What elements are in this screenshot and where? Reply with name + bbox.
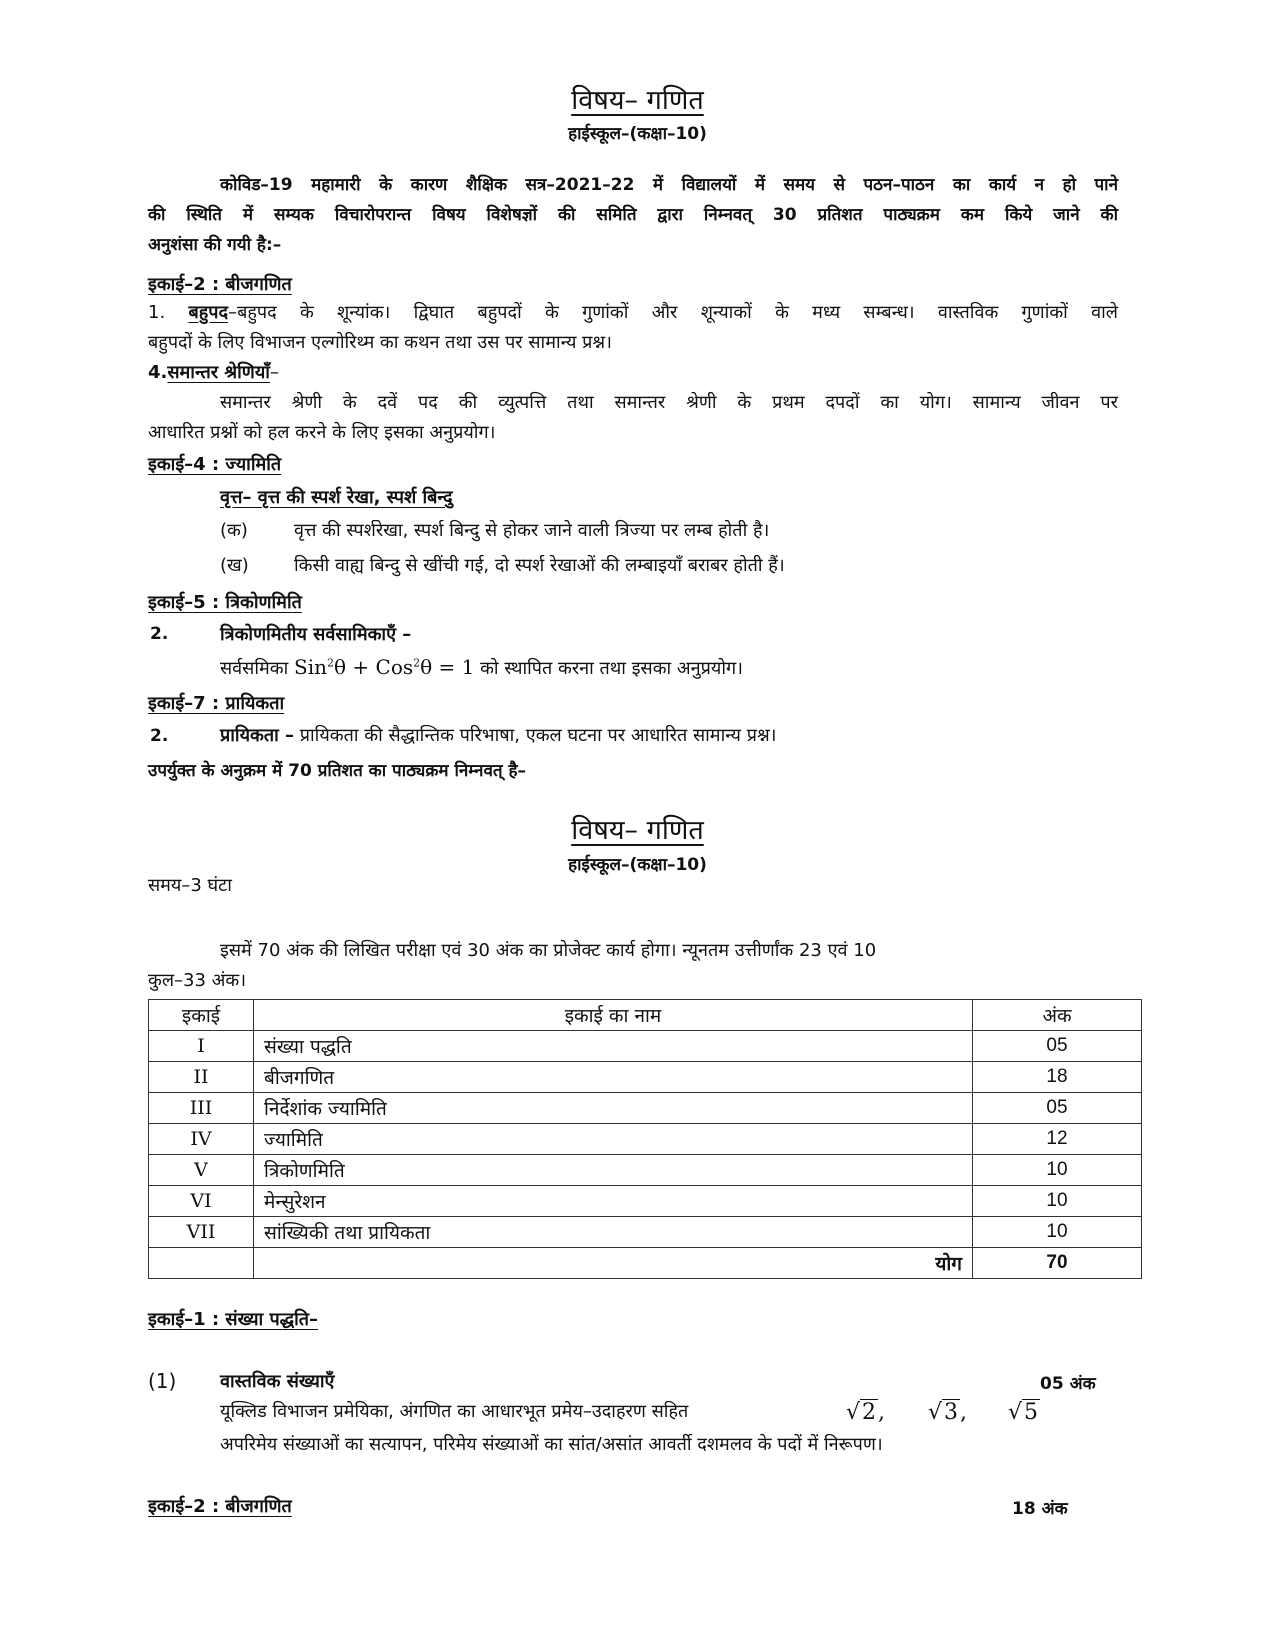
- unit-marks-cell: 18: [973, 1062, 1142, 1093]
- table-header-cell: अंक: [973, 1000, 1142, 1031]
- circle-item-text: वृत्त की स्पर्शरेखा, स्पर्श बिन्दु से होकर जाने वाली त्रिज्या पर लम्ब होती है।: [294, 520, 770, 541]
- intro-line-2: की स्थिति में सम्यक विचारोपरान्त विषय विशेषज्ञों की समिति द्वारा निम्नवत् 30 प्रतिशत पाठ्यक्रम कम किये जाने की: [148, 205, 1118, 225]
- intro-line-1: कोविड–19 महामारी के कारण शैक्षिक सत्र–2021–22 में विद्यालयों में समय से पठन–पाठन का कार्य न हो पाने: [220, 175, 1118, 195]
- unit-number-cell: V: [149, 1155, 254, 1186]
- polynomial-line-2: बहुपदों के लिए विभाजन एल्गोरिथ्म का कथन तथा उस पर सामान्य प्रश्न।: [148, 332, 612, 353]
- trig-text-post: को स्थापित करना तथा इसका अनुप्रयोग।: [480, 658, 743, 679]
- exam-line-2: कुल–33 अंक।: [148, 970, 247, 991]
- total-value-cell: 70: [973, 1248, 1142, 1279]
- unit-marks-cell: 10: [973, 1155, 1142, 1186]
- unit-number-cell: III: [149, 1093, 254, 1124]
- table-total-row: [149, 1248, 1142, 1279]
- table-header-cell: इकाई का नाम: [254, 1000, 973, 1031]
- unit-name-cell: सांख्यिकी तथा प्रायिकता: [254, 1217, 973, 1248]
- section2-title: विषय– गणित: [571, 815, 704, 846]
- unit-marks-cell: 12: [973, 1124, 1142, 1155]
- prob-text: प्रायिकता की सैद्धान्तिक परिभाषा, एकल घटना पर आधारित सामान्य प्रश्न।: [299, 725, 777, 746]
- unit-marks-cell: 05: [973, 1031, 1142, 1062]
- unit1-item-title: वास्तविक संख्याएँ: [220, 1371, 335, 1392]
- unit-name-cell: मेन्सुरेशन: [254, 1186, 973, 1217]
- ap-line-2: आधारित प्रश्नों को हल करने के लिए इसका अनुप्रयोग।: [148, 422, 496, 443]
- circle-heading: वृत्त– वृत्त की स्पर्श रेखा, स्पर्श बिन्दु: [220, 487, 453, 508]
- unit1-item-marks: 05 अंक: [1040, 1374, 1096, 1394]
- table-row: [149, 1062, 1142, 1093]
- exam-time: समय–3 घंटा: [148, 875, 232, 896]
- unit1-line-2: अपरिमेय संख्याओं का सत्यापन, परिमेय संख्याओं का सांत/असांत आवर्ती दशमलव के पदों में निरूपण।: [220, 1434, 883, 1455]
- table-row: [149, 1217, 1142, 1248]
- circle-item-text: किसी वाह्य बिन्दु से खींची गई, दो स्पर्श रेखाओं की लम्बाइयाँ बराबर होती हैं।: [294, 555, 785, 576]
- trig-identity-line: [220, 655, 743, 680]
- ap-heading: [148, 360, 279, 384]
- polynomial-line-1: [148, 300, 1118, 324]
- exam-line-1: इसमें 70 अंक की लिखित परीक्षा एवं 30 अंक का प्रोजेक्ट कार्य होगा। न्यूनतम उत्तीर्णांक 23 एवं 10: [220, 940, 877, 961]
- table-row: [149, 1093, 1142, 1124]
- unit4-heading: इकाई–4 : ज्यामिति: [148, 454, 282, 475]
- trig-number: 2.: [150, 624, 169, 644]
- polynomial-term: बहुपद: [188, 302, 229, 323]
- sqrt-2: √2,: [846, 1400, 886, 1425]
- unit-number-cell: VI: [149, 1186, 254, 1217]
- unit2b-marks: 18 अंक: [1012, 1499, 1068, 1519]
- prob-line: [220, 723, 777, 747]
- unit1-line-1: यूक्लिड विभाजन प्रमेयिका, अंगणित का आधारभूत प्रमेय–उदाहरण सहित: [220, 1401, 689, 1422]
- polynomial-number: 1.: [148, 302, 166, 323]
- intro-line-3: अनुशंसा की गयी है:–: [148, 235, 282, 255]
- page-title: विषय– गणित: [571, 85, 704, 116]
- table-row: [149, 1124, 1142, 1155]
- trig-identity: Sin$^2$θ + Cos$^2$θ = 1: [294, 655, 475, 679]
- sqrt-5: √5: [1008, 1400, 1039, 1425]
- unit1-item-number: (1): [148, 1369, 177, 1393]
- unit-marks-cell: 05: [973, 1093, 1142, 1124]
- circle-item-label: (ख): [220, 555, 249, 576]
- unit-number-cell: IV: [149, 1124, 254, 1155]
- empty-cell: [149, 1248, 254, 1279]
- trig-term: त्रिकोणमितीय सर्वसामिकाएँ –: [220, 624, 412, 645]
- total-label-cell: योग: [254, 1248, 973, 1279]
- unit-marks-cell: 10: [973, 1186, 1142, 1217]
- unit-name-cell: त्रिकोणमिति: [254, 1155, 973, 1186]
- unit-number-cell: I: [149, 1031, 254, 1062]
- polynomial-text: –बहुपद के शून्यांक। द्विघात बहुपदों के गुणांकों और शून्याकों के मध्य सम्बन्ध। वास्तविक गुणांकों वाले: [228, 302, 1118, 323]
- page-subtitle: हाईस्कूल–(कक्षा–10): [568, 124, 707, 144]
- circle-item-label: (क): [220, 520, 248, 541]
- table-row: [149, 1031, 1142, 1062]
- ap-number: 4.: [148, 362, 168, 383]
- ap-term: समान्तर श्रेणियाँ: [167, 362, 270, 383]
- marks-table: [148, 999, 1142, 1279]
- table-row: [149, 1155, 1142, 1186]
- ap-line-1: समान्तर श्रेणी के दवें पद की व्युत्पत्ति तथा समान्तर श्रेणी के प्रथम दपदों का योग। सामान्य जीवन पर: [220, 392, 1118, 413]
- unit-name-cell: संख्या पद्धति: [254, 1031, 973, 1062]
- unit2-heading: इकाई–2 : बीजगणित: [148, 274, 292, 295]
- unit-number-cell: II: [149, 1062, 254, 1093]
- unit1-heading: इकाई–1 : संख्या पद्धति–: [148, 1309, 319, 1330]
- closing-line: उपर्युक्त के अनुक्रम में 70 प्रतिशत का पाठ्यक्रम निम्नवत् है–: [148, 761, 527, 781]
- ap-dash: –: [269, 362, 279, 383]
- unit-name-cell: बीजगणित: [254, 1062, 973, 1093]
- section2-subtitle: हाईस्कूल–(कक्षा–10): [568, 855, 707, 875]
- unit2b-heading: इकाई–2 : बीजगणित: [148, 1496, 292, 1517]
- unit-name-cell: निर्देशांक ज्यामिति: [254, 1093, 973, 1124]
- sqrt-3: √3,: [928, 1400, 968, 1425]
- unit5-heading: इकाई–5 : त्रिकोणमिति: [148, 592, 302, 613]
- table-header-cell: इकाई: [149, 1000, 254, 1031]
- unit-name-cell: ज्यामिति: [254, 1124, 973, 1155]
- prob-number: 2.: [150, 726, 169, 746]
- prob-term: प्रायिकता –: [220, 725, 295, 746]
- table-header-row: [149, 1000, 1142, 1031]
- unit7-heading: इकाई–7 : प्रायिकता: [148, 693, 285, 714]
- trig-text-pre: सर्वसमिका: [220, 658, 289, 679]
- table-row: [149, 1186, 1142, 1217]
- unit-number-cell: VII: [149, 1217, 254, 1248]
- unit-marks-cell: 10: [973, 1217, 1142, 1248]
